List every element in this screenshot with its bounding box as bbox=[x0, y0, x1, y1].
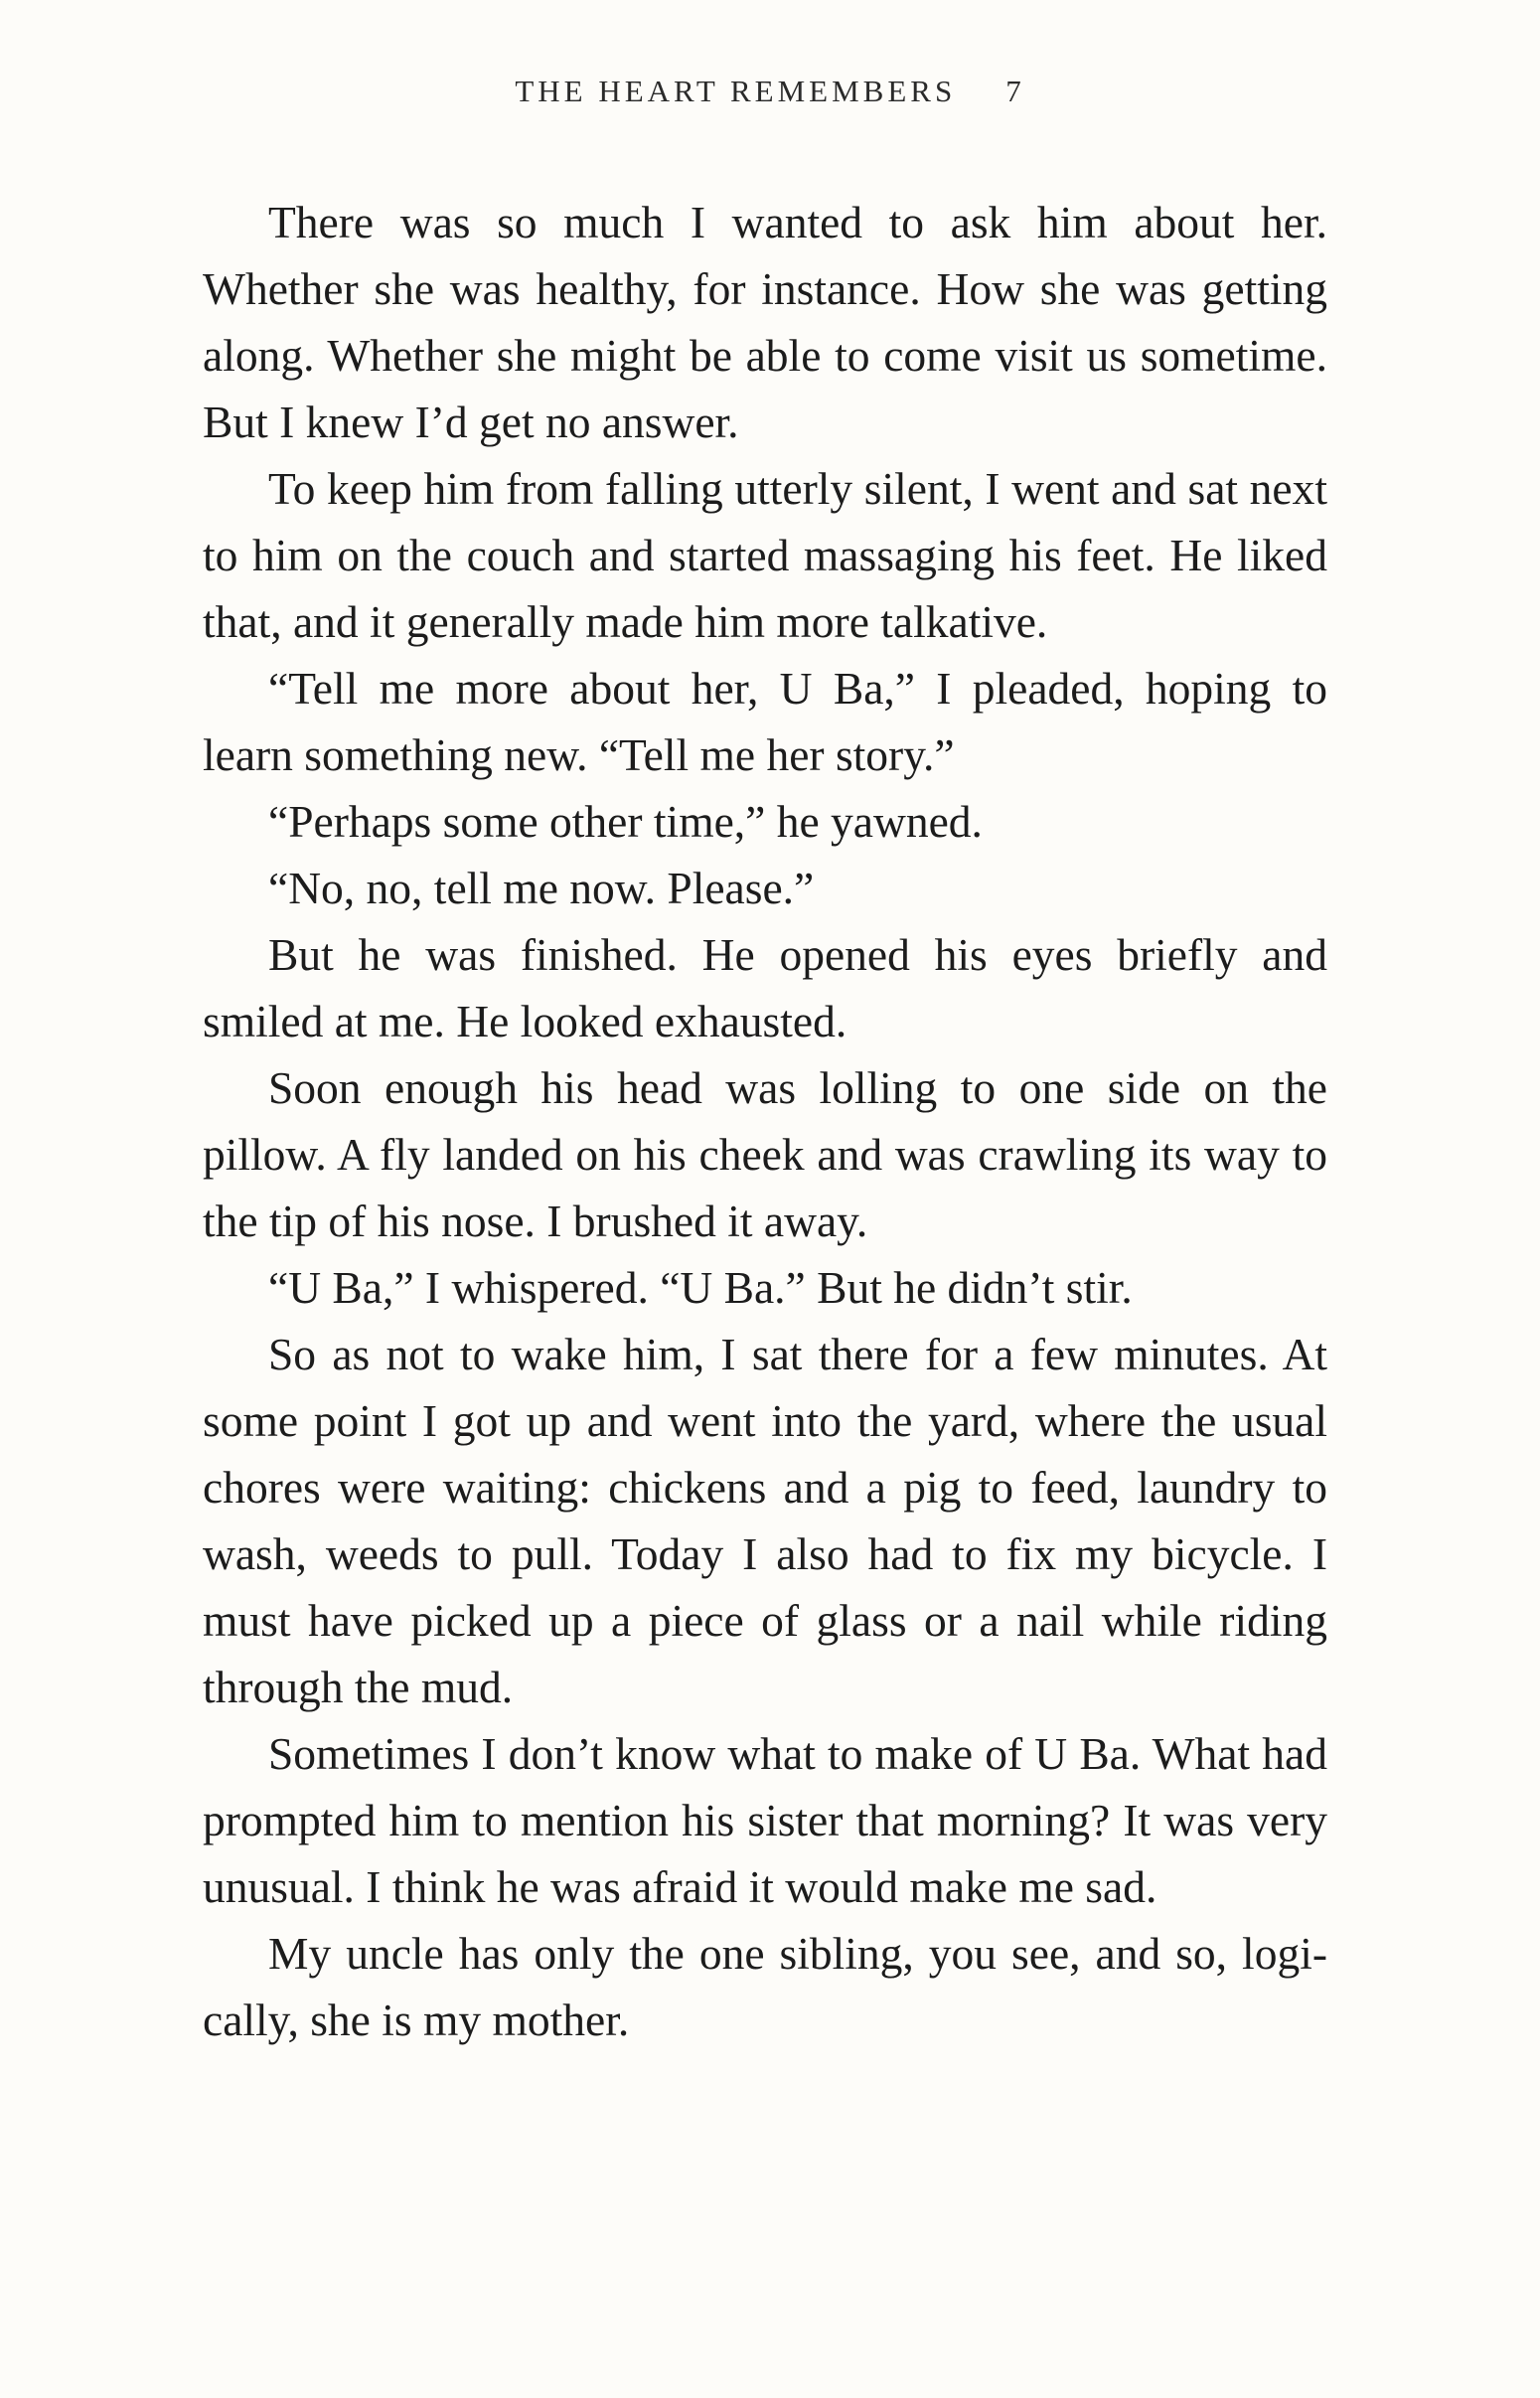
body-text bbox=[203, 189, 1327, 2053]
paragraph: Soon enough his head was lolling to one side on the pillow. A fly landed on his cheek and was crawling its way to the tip of his nose. I brushed it away. bbox=[203, 1062, 1327, 1246]
book-title: THE HEART REMEMBERS bbox=[515, 74, 957, 108]
paragraph: “Tell me more about her, U Ba,” I pleaded, hoping to learn something new. “Tell me her story.” bbox=[203, 663, 1327, 780]
paragraph: “Perhaps some other time,” he yawned. bbox=[268, 796, 983, 847]
page-number: 7 bbox=[1005, 74, 1025, 108]
paragraph: There was so much I wanted to ask him about her. Whether she was healthy, for instance. How she was getting along. Whether she might be able to come visit us sometime. But I knew I’d get no answer. bbox=[203, 197, 1327, 447]
paragraph: “U Ba,” I whispered. “U Ba.” But he didn’t stir. bbox=[268, 1262, 1133, 1313]
paragraph: My uncle has only the one sibling, you see, and so, logically, she is my mother. bbox=[203, 1928, 1327, 2045]
running-head bbox=[0, 74, 1540, 109]
paragraph: To keep him from falling utterly silent, I went and sat next to him on the couch and started massaging his feet. He liked that, and it generally made him more talkative. bbox=[203, 463, 1327, 647]
paragraph: But he was finished. He opened his eyes briefly and smiled at me. He looked exhausted. bbox=[203, 929, 1327, 1046]
paragraph: Sometimes I don’t know what to make of U Ba. What had prompted him to mention his sister that morning? It was very unusual. I think he was afraid it would make me sad. bbox=[203, 1728, 1327, 1912]
paragraph: “No, no, tell me now. Please.” bbox=[268, 863, 815, 913]
paragraph: So as not to wake him, I sat there for a few minutes. At some point I got up and went into the yard, where the usual chores were waiting: chickens and a pig to feed, laundry to wash, weeds to pull. Today I also had to fix my bicycle. I must have picked up a piece of glass or a nail while riding through the mud. bbox=[203, 1329, 1327, 1712]
